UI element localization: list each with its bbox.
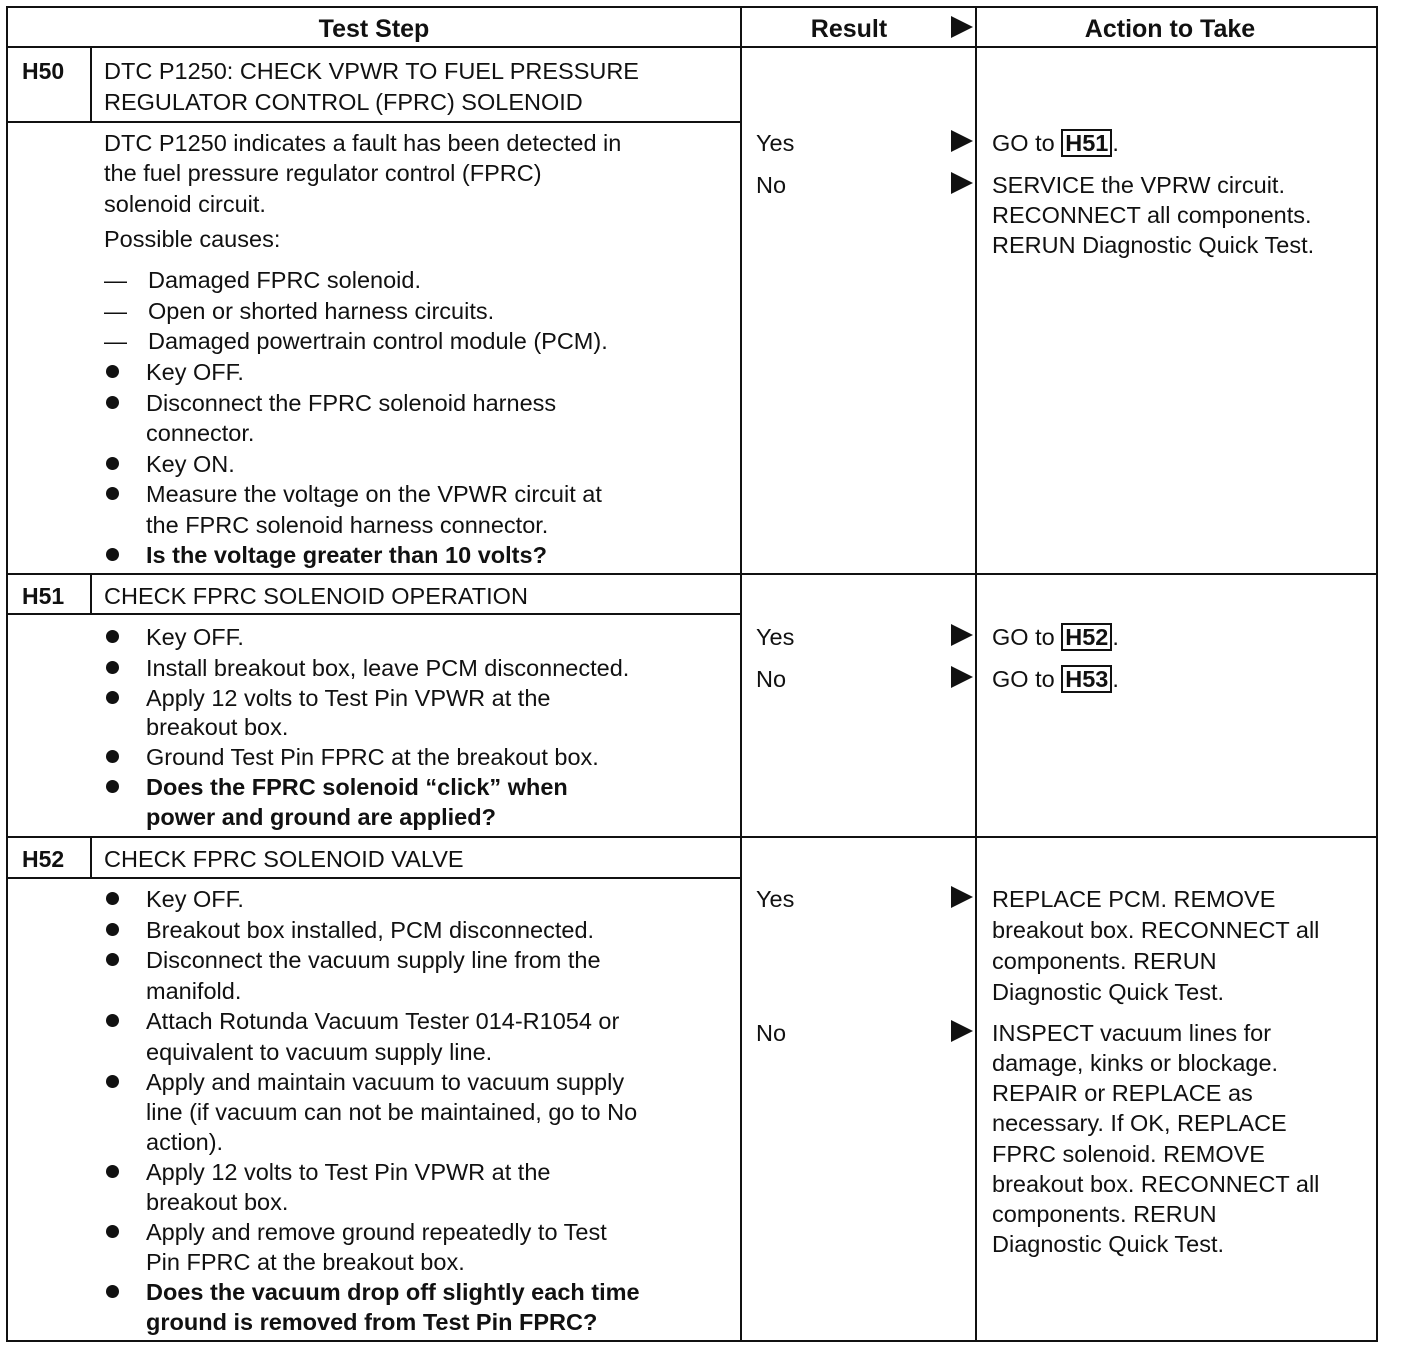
intro-line: solenoid circuit. — [104, 191, 266, 217]
step-code: H51 — [22, 583, 65, 609]
result-yes: Yes — [756, 624, 795, 650]
bullet-dot — [106, 1165, 119, 1178]
row-divider — [6, 836, 1378, 838]
bullet-dot — [106, 630, 119, 643]
step-ref-H53[interactable]: H53 — [1061, 665, 1112, 693]
result-yes: Yes — [756, 886, 795, 912]
no-action-line: FPRC solenoid. REMOVE — [992, 1141, 1265, 1167]
bullet-dot — [106, 365, 119, 378]
bullet-text: breakout box. — [146, 714, 289, 740]
action-text: . — [1112, 666, 1119, 692]
bullet-text: action). — [146, 1129, 224, 1155]
yes-action-line: REPLACE PCM. REMOVE — [992, 886, 1276, 912]
arrow-icon — [951, 886, 973, 908]
bullet-text: Key OFF. — [146, 359, 244, 385]
bullet-text: Apply and maintain vacuum to vacuum supply — [146, 1069, 625, 1095]
cause-item: Open or shorted harness circuits. — [148, 298, 495, 324]
bullet-text: Pin FPRC at the breakout box. — [146, 1249, 465, 1275]
yes-action — [992, 622, 1119, 653]
no-action — [992, 664, 1119, 695]
dash-marker: — — [104, 328, 127, 354]
bullet-text: the FPRC solenoid harness connector. — [146, 512, 549, 538]
yes-action-line: components. RERUN — [992, 948, 1217, 974]
bullet-dot — [106, 548, 119, 561]
no-action-line: INSPECT vacuum lines for — [992, 1020, 1272, 1046]
no-action-line: SERVICE the VPRW circuit. — [992, 172, 1285, 198]
result-no: No — [756, 1020, 787, 1046]
intro-line: the fuel pressure regulator control (FPRC) — [104, 160, 542, 186]
bullet-text: Apply 12 volts to Test Pin VPWR at the — [146, 685, 551, 711]
action-text: . — [1112, 624, 1119, 650]
intro-line: DTC P1250 indicates a fault has been detected in — [104, 130, 622, 156]
dash-marker: — — [104, 298, 127, 324]
bullet-dot — [106, 750, 119, 763]
title-divider — [6, 121, 742, 123]
causes-label: Possible causes: — [104, 226, 281, 252]
header-result: Result — [810, 15, 888, 43]
bullet-question: ground is removed from Test Pin FPRC? — [146, 1309, 598, 1335]
code-divider — [90, 48, 92, 122]
bullet-dot — [106, 1285, 119, 1298]
step-title-line: REGULATOR CONTROL (FPRC) SOLENOID — [104, 89, 583, 115]
arrow-icon — [951, 1020, 973, 1042]
arrow-icon — [951, 666, 973, 688]
code-divider — [90, 838, 92, 878]
no-action-line: breakout box. RECONNECT all — [992, 1171, 1320, 1197]
no-action-line: RERUN Diagnostic Quick Test. — [992, 232, 1315, 258]
action-text: . — [1112, 130, 1119, 156]
bullet-dot — [106, 1225, 119, 1238]
dash-marker: — — [104, 267, 127, 293]
bullet-text: Key ON. — [146, 451, 235, 477]
arrow-icon — [951, 624, 973, 646]
step-title-line: CHECK FPRC SOLENOID VALVE — [104, 846, 464, 872]
header-arrow-icon — [951, 16, 973, 38]
bullet-text: Key OFF. — [146, 886, 244, 912]
header-action: Action to Take — [1084, 15, 1256, 43]
arrow-icon — [951, 130, 973, 152]
result-no: No — [756, 172, 787, 198]
yes-action — [992, 128, 1119, 159]
no-action-line: RECONNECT all components. — [992, 202, 1312, 228]
row-divider — [6, 573, 1378, 575]
bullet-text: Attach Rotunda Vacuum Tester 014-R1054 or — [146, 1008, 620, 1034]
bullet-text: breakout box. — [146, 1189, 289, 1215]
bullet-text: Disconnect the vacuum supply line from the — [146, 947, 601, 973]
col-divider — [740, 6, 742, 1342]
bullet-question: Does the FPRC solenoid “click” when — [146, 774, 568, 800]
header-divider — [6, 46, 1378, 48]
bullet-dot — [106, 661, 119, 674]
step-code: H50 — [22, 58, 65, 84]
bullet-text: Apply 12 volts to Test Pin VPWR at the — [146, 1159, 551, 1185]
bullet-dot — [106, 1014, 119, 1027]
bullet-dot — [106, 396, 119, 409]
action-text: GO to — [992, 130, 1062, 156]
bullet-question: power and ground are applied? — [146, 804, 496, 830]
bullet-dot — [106, 780, 119, 793]
step-title-line: DTC P1250: CHECK VPWR TO FUEL PRESSURE — [104, 58, 639, 84]
bullet-text: Key OFF. — [146, 624, 244, 650]
bullet-dot — [106, 487, 119, 500]
bullet-dot — [106, 691, 119, 704]
bullet-text: connector. — [146, 420, 255, 446]
col-divider — [975, 6, 977, 1342]
result-no: No — [756, 666, 787, 692]
cause-item: Damaged FPRC solenoid. — [148, 267, 421, 293]
bullet-text: line (if vacuum can not be maintained, go to No — [146, 1099, 638, 1125]
bullet-dot — [106, 953, 119, 966]
step-ref-H52[interactable]: H52 — [1061, 623, 1112, 651]
no-action-line: damage, kinks or blockage. — [992, 1050, 1279, 1076]
bullet-text: equivalent to vacuum supply line. — [146, 1039, 493, 1065]
arrow-icon — [951, 172, 973, 194]
bullet-text: manifold. — [146, 978, 242, 1004]
bullet-dot — [106, 457, 119, 470]
step-ref-H51[interactable]: H51 — [1061, 129, 1112, 157]
no-action-line: necessary. If OK, REPLACE — [992, 1110, 1287, 1136]
bullet-text: Apply and remove ground repeatedly to Test — [146, 1219, 607, 1245]
no-action-line: Diagnostic Quick Test. — [992, 1231, 1225, 1257]
bullet-text: Breakout box installed, PCM disconnected. — [146, 917, 595, 943]
no-action-line: components. RERUN — [992, 1201, 1217, 1227]
bullet-dot — [106, 923, 119, 936]
bullet-text: Measure the voltage on the VPWR circuit at — [146, 481, 602, 507]
bullet-text: Install breakout box, leave PCM disconnected. — [146, 655, 630, 681]
title-divider — [6, 877, 742, 879]
bullet-dot — [106, 892, 119, 905]
result-yes: Yes — [756, 130, 795, 156]
header-test-step: Test Step — [318, 15, 430, 43]
step-code: H52 — [22, 846, 65, 872]
no-action-line: REPAIR or REPLACE as — [992, 1080, 1253, 1106]
yes-action-line: breakout box. RECONNECT all — [992, 917, 1320, 943]
cause-item: Damaged powertrain control module (PCM). — [148, 328, 608, 354]
title-divider — [6, 613, 742, 615]
bullet-text: Disconnect the FPRC solenoid harness — [146, 390, 557, 416]
bullet-question: Is the voltage greater than 10 volts? — [146, 542, 547, 568]
action-text: GO to — [992, 624, 1062, 650]
step-title-line: CHECK FPRC SOLENOID OPERATION — [104, 583, 528, 609]
action-text: GO to — [992, 666, 1062, 692]
code-divider — [90, 574, 92, 614]
bullet-text: Ground Test Pin FPRC at the breakout box. — [146, 744, 599, 770]
bullet-question: Does the vacuum drop off slightly each time — [146, 1279, 640, 1305]
bullet-dot — [106, 1075, 119, 1088]
yes-action-line: Diagnostic Quick Test. — [992, 979, 1225, 1005]
